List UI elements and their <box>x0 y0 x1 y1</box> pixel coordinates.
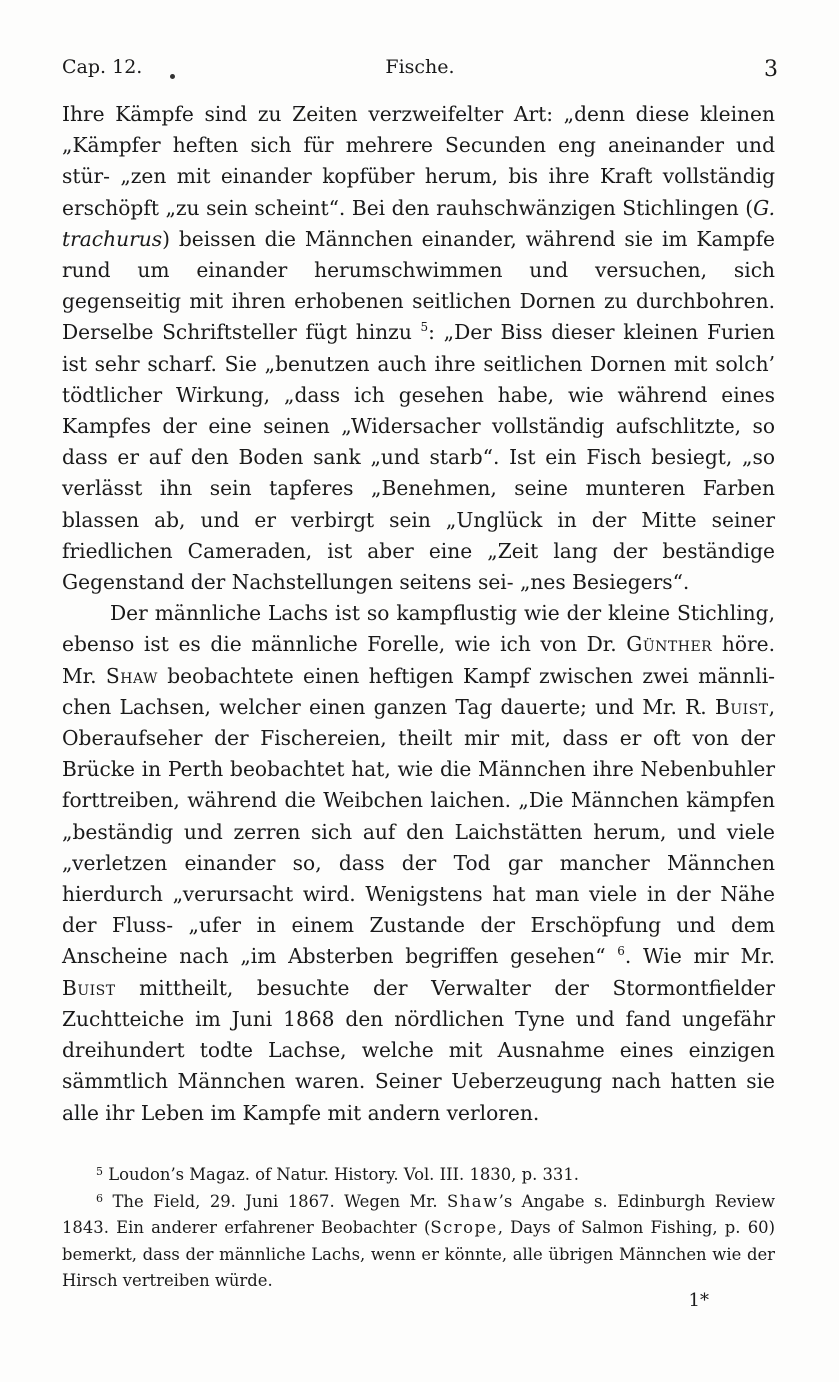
text-run: Der männliche Lachs ist so kampflustig wie der kleine Stichling, ebenso ist es die männliche Forelle, wie ich von Dr. <box>62 601 775 657</box>
author-name: Shaw <box>105 663 158 688</box>
paragraph-1 <box>62 99 775 598</box>
paragraph-2 <box>62 598 775 1128</box>
footnote-6 <box>62 1189 775 1295</box>
footnote-text: ’s Angabe s. Edinburgh Review 1843. Ein anderer erfahrener Beobachter ( <box>62 1191 775 1238</box>
species-name: G. trachurus <box>62 195 775 251</box>
text-run: ) beissen die Männchen einander, während sie im Kampfe rund um einander herumschwimmen und versuchen, sich gegenseitig mit ihren erhobenen seitlichen Dornen zu durchbohren. Derselbe Schriftsteller fügt hinzu <box>62 226 775 345</box>
text-run: Ihre Kämpfe sind zu Zeiten verzweifelter Art: „denn diese kleinen „Kämpfer heften sich für mehrere Secunden eng aneinander und stür- „zen mit einander kopfüber herum, bis ihre Kraft vollständig erschöpft „zu sein scheint“. Bei den rauhschwänzigen Stichlingen ( <box>62 102 775 220</box>
chapter-label: Cap. 12. <box>62 56 143 78</box>
author-name: Buist <box>62 975 116 1000</box>
text-run: höre. Mr. <box>62 632 775 688</box>
footnote-5 <box>62 1162 775 1189</box>
page-number: 3 <box>764 57 778 82</box>
sheet-signature: 1* <box>688 1290 709 1311</box>
footnote-mark: 6 <box>96 1191 103 1205</box>
footnote-text: Loudon’s Magaz. of Natur. History. Vol. III. 1830, p. 331. <box>108 1165 579 1184</box>
text-run: : „Der Biss dieser kleinen Furien ist sehr scharf. Sie „benutzen auch ihre seitlichen Dornen mit solch’ tödtlicher Wirkung, „dass ich gesehen habe, wie während eines Kampfes der eine seinen „Widersacher vollständig aufschlitzte, so dass er auf den Boden sank „und starb“. Ist ein Fisch besiegt, „so verlässt ihn sein tapferes „Benehmen, seine munteren Farben blassen ab, und er verbirgt sein „Unglück in der Mitte seiner friedlichen Cameraden, ist aber eine „Zeit lang der beständige Gegenstand der Nachstellungen seitens sei- „nes Besiegers“. <box>62 320 776 595</box>
footnote-text: , Days of Salmon Fishing, p. 60) bemerkt, dass der männliche Lachs, wenn er könnte, alle übrigen Männchen wie der Hirsch vertreiben würde. <box>62 1218 775 1291</box>
footnotes <box>62 1162 775 1295</box>
main-text <box>62 99 775 1129</box>
author-name: Günther <box>626 632 713 657</box>
footnote-ref-5: 5 <box>420 320 429 335</box>
running-head <box>62 56 778 86</box>
running-title: Fische. <box>385 56 455 78</box>
footnote-text: The Field, 29. Juni 1867. Wegen Mr. <box>112 1191 448 1211</box>
footnote-mark: 5 <box>96 1165 103 1178</box>
author-name: Scrope <box>430 1218 498 1238</box>
author-name: Buist <box>714 694 769 719</box>
text-run: . Wie mir Mr. <box>624 944 775 969</box>
text-run: , Oberaufseher der Fischereien, theilt mir mit, dass er oft von der Brücke in Perth beobachtet hat, wie die Männchen ihre Nebenbuhler forttreiben, während die Weibchen laichen. „Die Männchen kämpfen „beständig und zerren sich auf den Laichstätten herum, und viele „verletzen einander so, dass der Tod gar mancher Männchen hierdurch „verursacht wird. Wenigstens hat man viele in der Nähe der Fluss- „ufer in einem Zustande der Erschöpfung und dem Anscheine nach „im Absterben begriffen gesehen“ <box>62 694 775 969</box>
text-run: mittheilt, besuchte der Verwalter der Stormontfielder Zuchtteiche im Juni 1868 den nördlichen Tyne und fand ungefähr dreihundert todte Lachse, welche mit Ausnahme eines einzigen sämmtlich Männchen waren. Seiner Ueberzeugung nach hatten sie alle ihr Leben im Kampfe mit andern verloren. <box>62 975 775 1125</box>
author-name: Shaw <box>447 1191 499 1211</box>
footnote-ref-6: 6 <box>617 944 625 959</box>
text-run: beobachtete einen heftigen Kampf zwischen zwei männli- chen Lachsen, welcher einen ganzen Tag dauerte; und Mr. R. <box>62 663 776 719</box>
